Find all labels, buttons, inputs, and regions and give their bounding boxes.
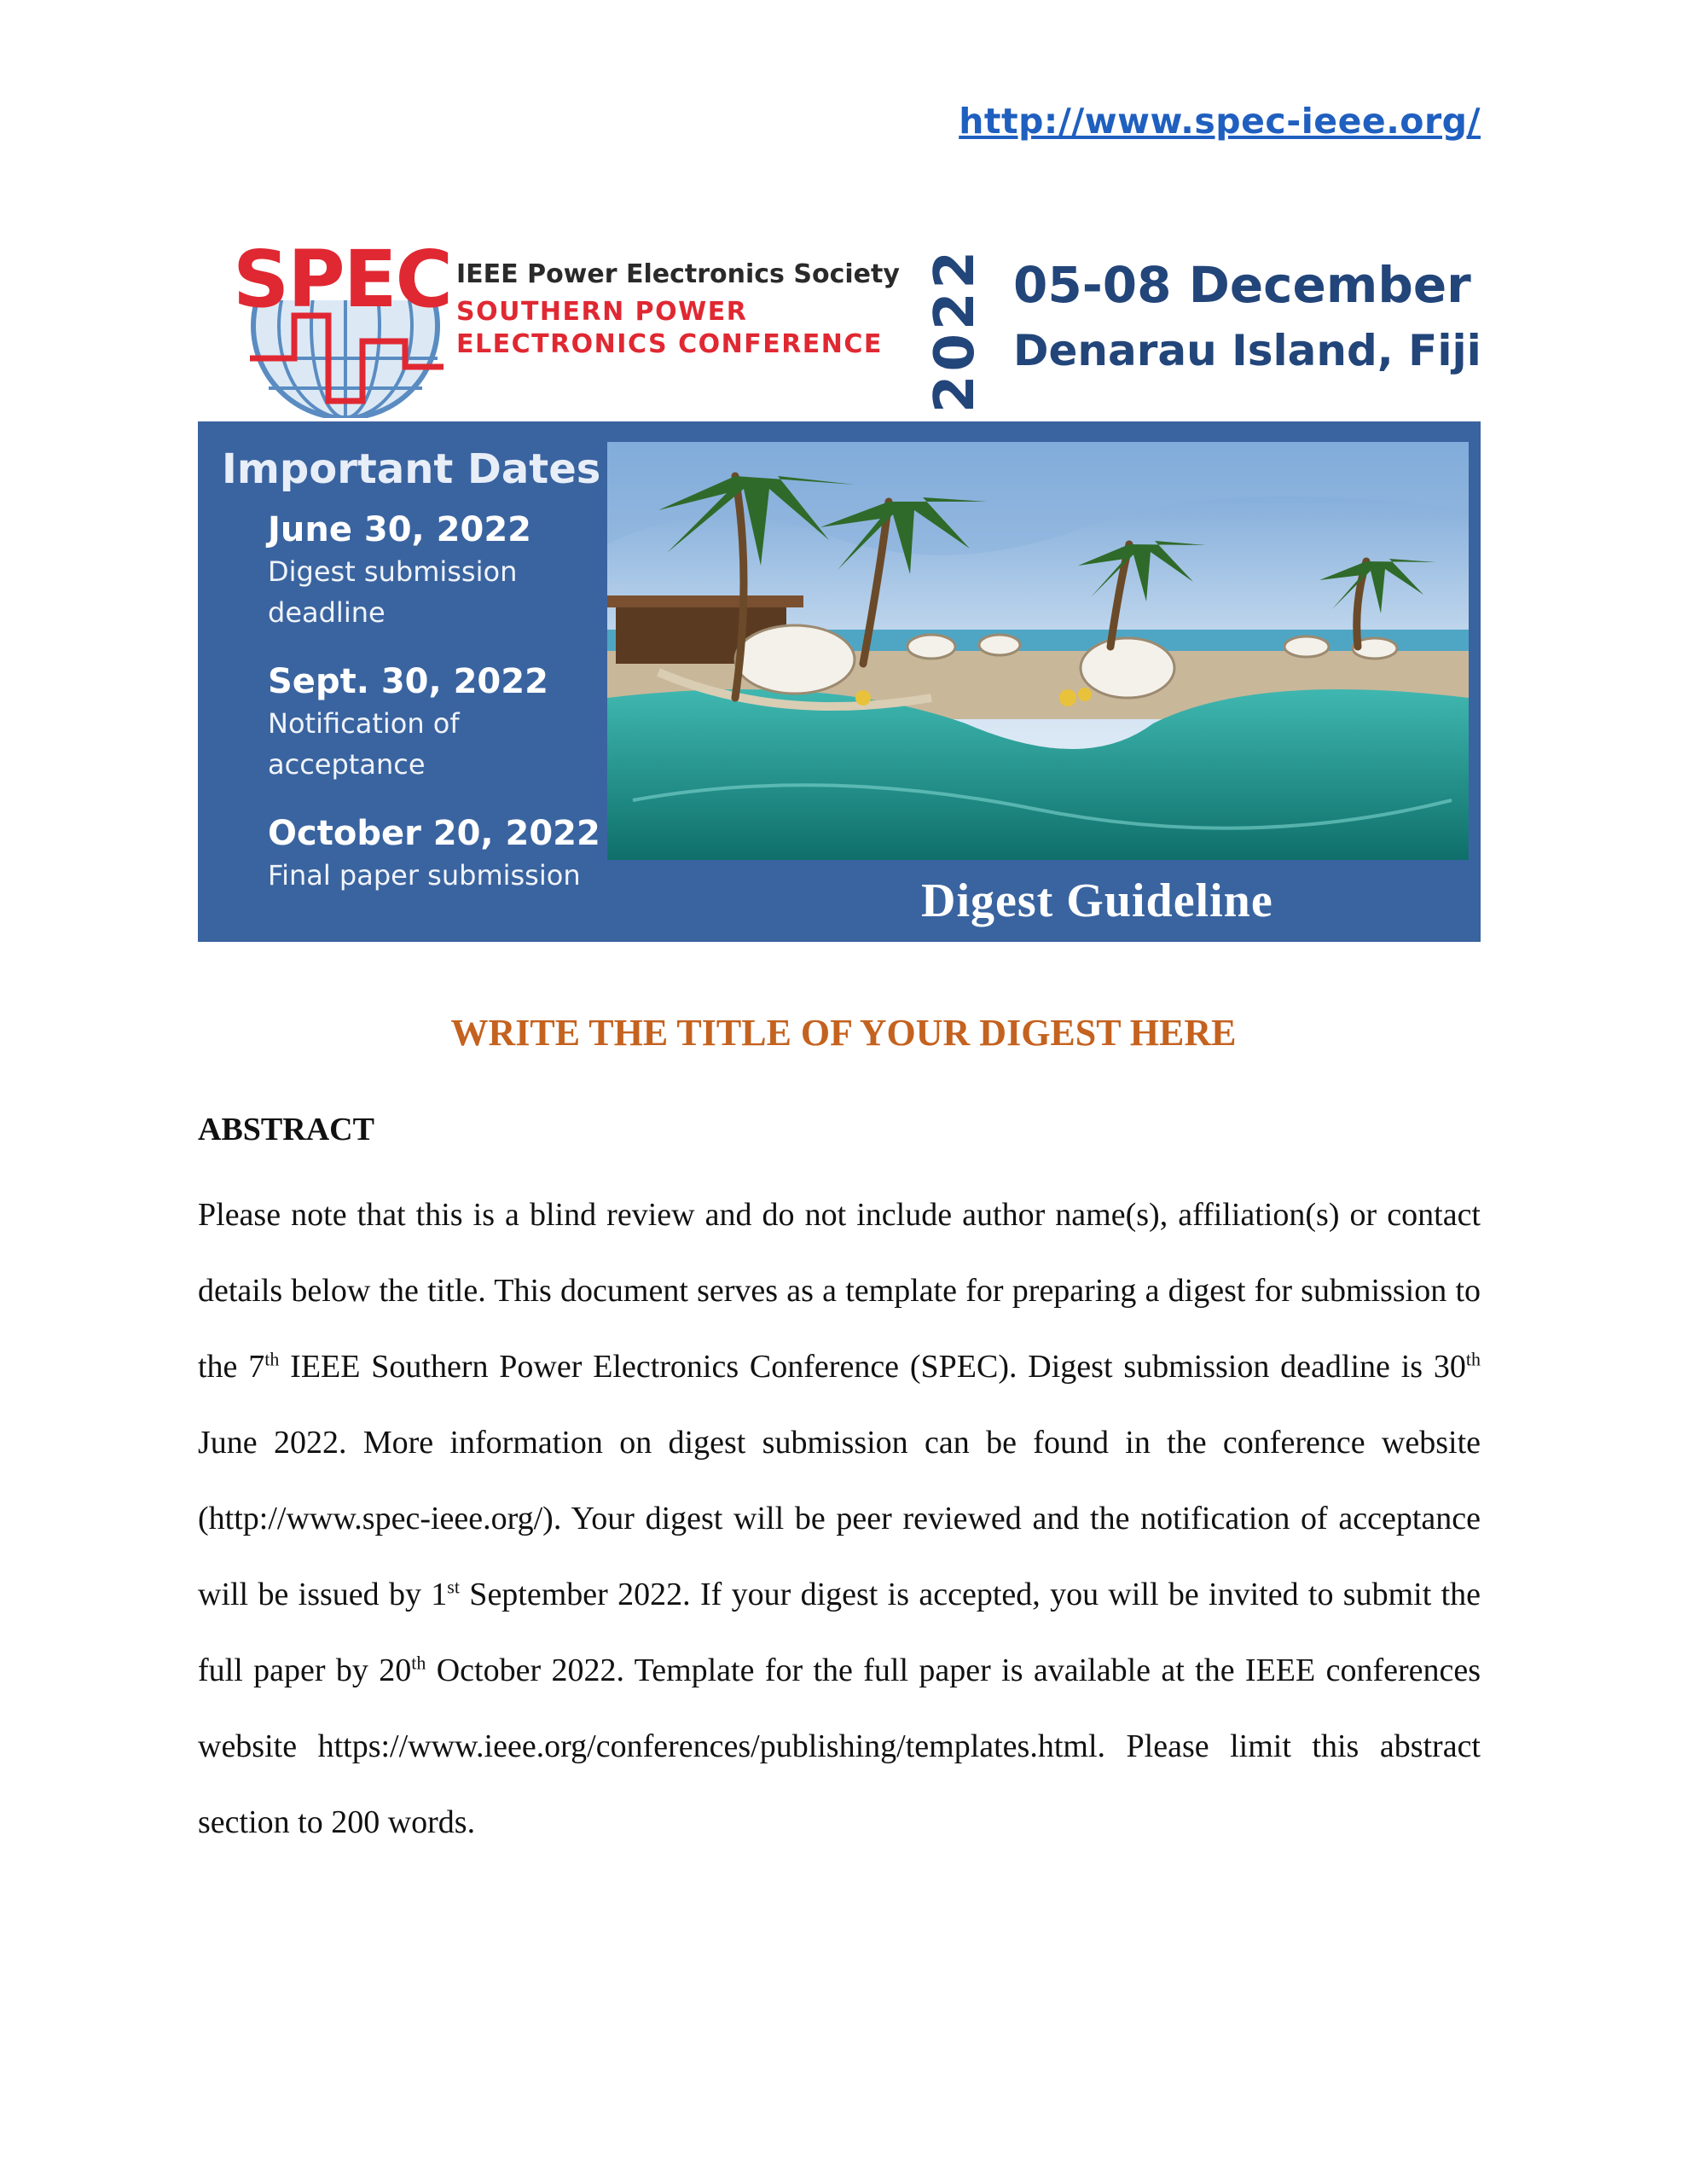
conference-dates: 05-08 December <box>1013 256 1471 314</box>
date-value: June 30, 2022 <box>268 510 532 549</box>
conference-name-line2: ELECTRONICS CONFERENCE <box>456 329 883 359</box>
society-name: IEEE Power Electronics Society <box>456 259 900 289</box>
date-description: Digest submission <box>268 555 518 588</box>
date-description: acceptance <box>268 748 426 781</box>
date-description: Notification of <box>268 707 460 740</box>
date-description: Final paper submission <box>268 859 581 892</box>
date-value: October 20, 2022 <box>268 814 600 853</box>
conference-name-line1: SOUTHERN POWER <box>456 297 748 327</box>
conference-venue: Denarau Island, Fiji <box>1013 326 1481 375</box>
abstract-heading: ABSTRACT <box>198 1112 374 1147</box>
spec-logo-text: SPEC <box>233 234 452 325</box>
digest-guideline-label: Digest Guideline <box>921 874 1273 927</box>
conference-website-link[interactable]: http://www.spec-ieee.org/ <box>959 101 1481 142</box>
resort-pool-photo <box>607 442 1469 860</box>
date-description: deadline <box>268 596 386 629</box>
abstract-paragraph: Please note that this is a blind review and do not include author name(s), affiliation(s) or contact details below the title. This document serves as a template for preparing a digest for submission to the 7th IEEE Southern Power Electronics Conference (SPEC). Digest submission deadline is 30th June 2022. More information on digest submission can be found in the conference website (http://www.spec-ieee.org/). Your digest will be peer reviewed and the notification of acceptance will be issued by 1st September 2022. If your digest is accepted, you will be invited to submit the full paper by 20th October 2022. Template for the full paper is available at the IEEE conferences website https://www.ieee.org/conferences/publishing/templates.html. Please limit this abstract section to 200 words. <box>198 1197 1481 1840</box>
date-item <box>268 812 600 896</box>
date-item <box>268 660 548 785</box>
conference-year: 2022 <box>924 247 987 414</box>
important-dates-banner <box>198 421 1481 942</box>
date-value: Sept. 30, 2022 <box>268 662 548 701</box>
important-dates-title: Important Dates <box>222 445 601 493</box>
digest-title: WRITE THE TITLE OF YOUR DIGEST HERE <box>450 1012 1237 1054</box>
date-item <box>268 508 531 633</box>
